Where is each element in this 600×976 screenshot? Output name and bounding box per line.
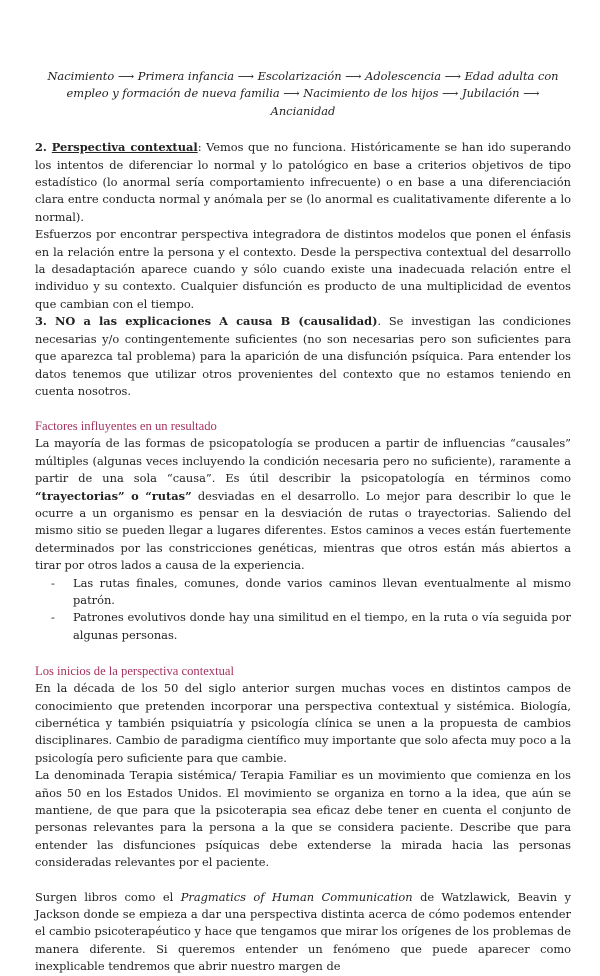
list-item: - Las rutas finales, comunes, donde varios caminos llevan eventualmente al mismo patrón. (73, 575, 571, 610)
section-2-title: Perspectiva contextual (51, 140, 198, 155)
factores-text-c: desviadas en el desarrollo. Lo mejor para describir lo que le ocurre a un organismo es pensar en la desviación de rutas o trayectorias. Saliendo del mismo sitio se pueden llegar a lugares diferentes. Estos caminos a veces están fuertemente determinados por las constricciones genéticas, mientras que otros están más abiertos a tirar por otros lados a causa de la experiencia. (35, 488, 572, 573)
book-title: Pragmatics of Human Communication (180, 889, 413, 904)
factores-list (35, 575, 571, 645)
section-3-text: . Se investigan las condiciones necesarias y/o contingentemente suficientes (no son necesarias pero son suficientes para que aparezca tal problema) para la aparición de una disfunción psíquica. Para entender los datos tenemos que utilizar otros provenientes del contexto que no estamos teniendo en cuenta nosotros. (35, 314, 571, 398)
list-item: - Patrones evolutivos donde hay una similitud en el tiempo, en la ruta o vía seguida por algunas personas. (73, 609, 571, 644)
section-2-number: 2. (35, 140, 52, 155)
inicios-paragraph-2: La denominada Terapia sistémica/ Terapia Familiar es un movimiento que comienza en los años 50 en los Estados Unidos. El movimiento se organiza en torno a la idea, que aún se mantiene, de que para que la psicoterapia sea eficaz debe tener en cuenta el conjunto de personas relevantes para la persona a la que se considera paciente. Describe que para entender las disfunciones psíquicas debe extenderse la mirada hacia las personas consideradas relevantes por el paciente. (35, 768, 571, 870)
section-3-title: 3. NO a las explicaciones A causa B (causalidad) (35, 314, 378, 329)
heading-factores: Factores influyentes en un resultado (35, 419, 217, 434)
inicios-paragraph-3 (35, 889, 571, 976)
inicios-paragraph-1: En la década de los 50 del siglo anterior surgen muchas voces en distintos campos de conocimiento que pretenden incorporar una perspectiva contextual y sistémica. Biología, cibernética y también psiquiatría y psicología clínica se unen a la propuesta de cambios disciplinares. Cambio de paradigma científico muy importante que solo afecta muy poco a la psicología pero suficiente para que cambie. (35, 681, 571, 765)
section-2-text: : Vemos que no funciona. Históricamente se han ido superando los intentos de diferenciar lo normal y lo patológico en base a criterios objetivos de tipo estadístico (lo anormal sería comportamiento infrecuente) o en base a una diferenciación clara entre conducta normal y anómala per se (lo anormal es cualitativamente diferente a lo normal). (35, 140, 571, 224)
factores-text-a: La mayoría de las formas de psicopatología se producen a partir de influencias “causales” múltiples (algunas veces incluyendo la condición necesaria pero no suficiente), raramente a partir de una sola “causa”. Es útil describir la psicopatología en términos como (35, 436, 571, 486)
heading-inicios: Los inicios de la perspectiva contextual (35, 664, 234, 679)
factores-bold-term: “trayectorias” o “rutas” (35, 488, 192, 503)
inicios-text-a: Surgen libros como el (35, 889, 181, 904)
inicios-text-c: de Watzlawick, Beavin y Jackson donde se empieza a dar una perspectiva distinta acerca de cómo podemos entender el cambio psicoterapéutico y hace que tengamos que mirar los orígenes de los problemas de manera diferente. Si queremos entender un fenómeno que puede aparecer como inexplicable tendremos que abrir nuestro margen de (35, 889, 571, 974)
life-stages-timeline: Nacimiento ⟶ Primera infancia ⟶ Escolarización ⟶ Adolescencia ⟶ Edad adulta con empleo y formación de nueva familia ⟶ Nacimiento de los hijos ⟶ Jubilación ⟶ Ancianidad (47, 69, 559, 118)
document-page (35, 68, 571, 976)
section-2-paragraph-2: Esfuerzos por encontrar perspectiva integradora de distintos modelos que ponen el énfasis en la relación entre la persona y el contexto. Desde la perspectiva contextual del desarrollo la desadaptación aparece cuando y sólo cuando existe una inadecuada relación entre el individuo y su contexto. Cualquier disfunción es producto de una multiplicidad de eventos que cambian con el tiempo. (35, 227, 571, 311)
section-3-paragraph (35, 313, 571, 400)
factores-paragraph (35, 435, 571, 574)
section-2-paragraph (35, 139, 571, 226)
